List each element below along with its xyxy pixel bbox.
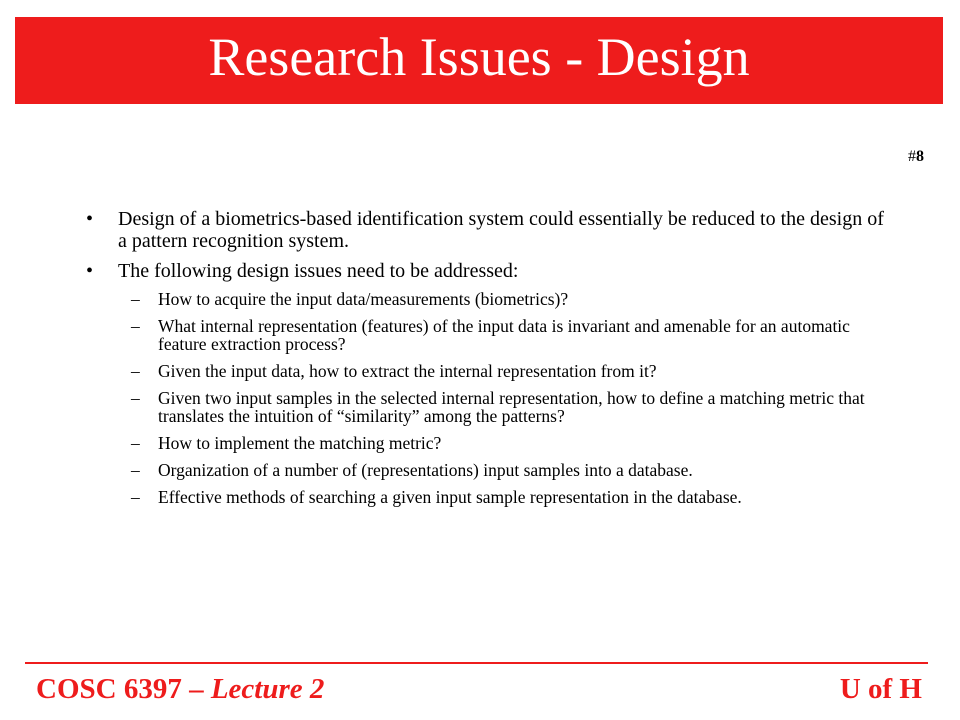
bullet-item	[85, 260, 895, 506]
dash-icon: –	[131, 433, 140, 453]
sub-bullet-text: Given the input data, how to extract the internal representation from it?	[158, 361, 657, 381]
sub-bullet-item	[85, 290, 895, 308]
sub-bullet-text: How to implement the matching metric?	[158, 433, 442, 453]
slide-number-value: 8	[916, 148, 924, 165]
dash-icon: –	[131, 388, 140, 408]
sub-bullet-text: Given two input samples in the selected internal representation, how to define a matching metric that translates the intuition of “similarity” among the patterns?	[158, 388, 865, 426]
footer-institution: U of H	[839, 673, 922, 705]
dash-icon: –	[131, 316, 140, 336]
bullet-item	[85, 208, 895, 252]
footer-course	[36, 673, 324, 706]
sub-bullet-item	[85, 461, 895, 479]
sub-bullet-text: How to acquire the input data/measurements (biometrics)?	[158, 289, 569, 309]
sub-bullet-item	[85, 488, 895, 506]
footer-course-code: COSC 6397 –	[36, 673, 211, 705]
sub-bullet-list	[85, 290, 895, 506]
sub-bullet-item	[85, 362, 895, 380]
dash-icon: –	[131, 487, 140, 507]
slide-number-prefix: #	[908, 148, 916, 165]
dash-icon: –	[131, 289, 140, 309]
bullet-text: Design of a biometrics-based identification system could essentially be reduced to the design of a pattern recognition system.	[118, 208, 884, 252]
sub-bullet-text: Organization of a number of (representations) input samples into a database.	[158, 460, 693, 480]
title-bar	[15, 17, 943, 104]
bullet-text: The following design issues need to be addressed:	[118, 260, 519, 282]
bullet-icon: •	[86, 208, 94, 230]
bullet-icon: •	[86, 260, 94, 282]
footer-lecture: Lecture 2	[210, 673, 325, 705]
sub-bullet-text: Effective methods of searching a given input sample representation in the database.	[158, 487, 742, 507]
slide-title: Research Issues - Design	[208, 26, 750, 87]
dash-icon: –	[131, 460, 140, 480]
sub-bullet-item	[85, 389, 895, 425]
bullet-list	[85, 208, 895, 506]
sub-bullet-item	[85, 317, 895, 353]
dash-icon: –	[131, 361, 140, 381]
footer-divider	[25, 662, 928, 664]
slide-number	[908, 148, 924, 166]
sub-bullet-text: What internal representation (features) of the input data is invariant and amenable for an automatic feature extraction process?	[158, 316, 850, 354]
slide-content	[85, 208, 895, 515]
sub-bullet-item	[85, 434, 895, 452]
